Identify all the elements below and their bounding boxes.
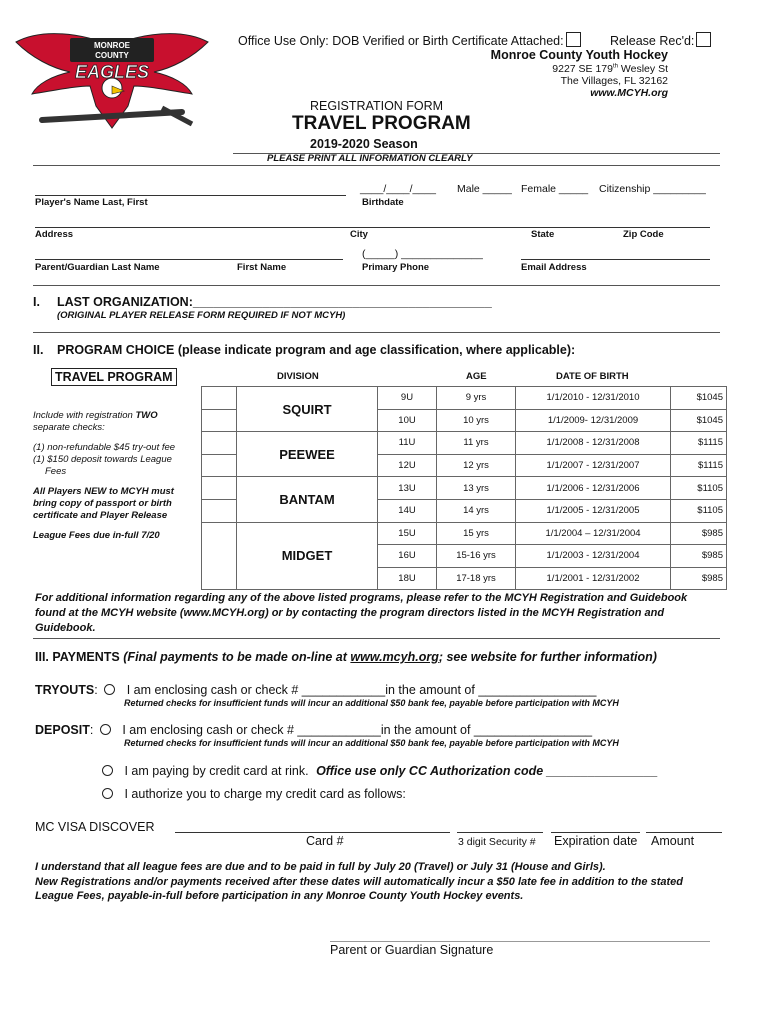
deposit-enclose[interactable]: I am enclosing cash or check # ____________in the amount of _________________ <box>122 723 593 737</box>
fee-cell: $1115 <box>671 432 727 455</box>
divider <box>33 332 720 333</box>
parent-label: Parent/Guardian Last Name <box>35 262 160 273</box>
cc-rink-radio[interactable] <box>102 765 113 776</box>
age-cell: 16U <box>378 545 437 568</box>
release-label: Release Rec'd: <box>610 34 695 48</box>
dob-cell: 1/1/2004 – 12/31/2004 <box>516 522 671 545</box>
divider <box>33 285 720 286</box>
fee-cell: $1045 <box>671 409 727 432</box>
org-address2: The Villages, FL 32162 <box>560 75 668 87</box>
cc-office-field[interactable]: Office use only CC Authorization code ________________ <box>316 764 658 778</box>
amount-label: Amount <box>651 834 695 848</box>
travel-program-box: TRAVEL PROGRAM <box>51 368 177 386</box>
logo-line3: EAGLES <box>74 62 150 82</box>
last-org-field[interactable]: LAST ORGANIZATION:___________________________________________ <box>57 295 492 309</box>
yrs-cell: 10 yrs <box>437 409 516 432</box>
division-midget: MIDGET <box>237 522 378 590</box>
fee-cell: $1115 <box>671 454 727 477</box>
age-cell: 10U <box>378 409 437 432</box>
dob-cell: 1/1/2001 - 12/31/2002 <box>516 567 671 590</box>
fee-cell: $985 <box>671 522 727 545</box>
deposit-returned-note: Returned checks for insufficient funds will incur an additional $50 bank fee, payable before participation with MCYH <box>124 738 619 748</box>
expiration-field[interactable] <box>551 832 640 833</box>
org-address1: 9227 SE 179th Wesley St <box>552 63 668 75</box>
col-dob: DATE OF BIRTH <box>556 371 629 382</box>
release-checkbox[interactable] <box>696 32 711 47</box>
first-name-label: First Name <box>237 262 287 273</box>
authorize-radio[interactable] <box>102 788 113 799</box>
player-name-label: Player's Name Last, First <box>35 197 148 208</box>
state-label: State <box>531 229 555 240</box>
zip-label: Zip Code <box>623 229 664 240</box>
dob-cell: 1/1/2003 - 12/31/2004 <box>516 545 671 568</box>
tryouts-enclose[interactable]: I am enclosing cash or check # ____________in the amount of _________________ <box>126 683 597 697</box>
age-cell: 12U <box>378 454 437 477</box>
email-field[interactable] <box>521 259 710 260</box>
division-bantam: BANTAM <box>237 477 378 522</box>
authorize-row: I authorize you to charge my credit card as follows: <box>102 787 406 801</box>
release-note: (ORIGINAL PLAYER RELEASE FORM REQUIRED IF NOT MCYH) <box>57 310 346 321</box>
office-use-label: Office Use Only: DOB Verified or Birth Certificate Attached: <box>238 34 564 48</box>
logo <box>12 28 212 138</box>
fee-cell: $1045 <box>671 387 727 410</box>
season: 2019-2020 Season <box>310 137 418 151</box>
select-11u[interactable] <box>202 432 237 455</box>
yrs-cell: 12 yrs <box>437 454 516 477</box>
signature-label: Parent or Guardian Signature <box>330 943 494 957</box>
male-field[interactable]: Male _____ <box>457 183 512 195</box>
card-label: Card # <box>306 834 344 848</box>
age-cell: 9U <box>378 387 437 410</box>
age-cell: 15U <box>378 522 437 545</box>
dob-cell: 1/1/2005 - 12/31/2005 <box>516 499 671 522</box>
org-website[interactable]: www.MCYH.org <box>590 87 668 99</box>
security-field[interactable] <box>457 832 543 833</box>
yrs-cell: 14 yrs <box>437 499 516 522</box>
dob-cell: 1/1/2009- 12/31/2009 <box>516 409 671 432</box>
fee-cell: $985 <box>671 545 727 568</box>
program-choice-title: PROGRAM CHOICE (please indicate program and age classification, where applicable): <box>57 343 576 357</box>
card-number-field[interactable] <box>175 832 450 833</box>
select-12u[interactable] <box>202 454 237 477</box>
yrs-cell: 11 yrs <box>437 432 516 455</box>
table-row <box>202 387 727 410</box>
signature-field[interactable] <box>330 941 710 942</box>
select-10u[interactable] <box>202 409 237 432</box>
org-name: Monroe County Youth Hockey <box>490 48 668 62</box>
yrs-cell: 15-16 yrs <box>437 545 516 568</box>
yrs-cell: 15 yrs <box>437 522 516 545</box>
select-midget[interactable] <box>202 522 237 590</box>
release-line <box>610 32 711 48</box>
deposit-radio[interactable] <box>100 724 111 735</box>
citizenship-field[interactable]: Citizenship _________ <box>599 183 706 195</box>
phone-label: Primary Phone <box>362 262 430 273</box>
logo-line1: MONROE <box>94 41 130 50</box>
city-label: City <box>350 229 368 240</box>
division-peewee: PEEWEE <box>237 432 378 477</box>
dob-verified-checkbox[interactable] <box>566 32 581 47</box>
col-age: AGE <box>466 371 487 382</box>
tryouts-label: TRYOUTS <box>35 683 95 697</box>
additional-info: For additional information regarding any of the above listed programs, please refer to the MCYH Registration and Guidebook found at the MCYH website (www.MCYH.org) or by contacting the program directors listed in the MCYH Registration and Guidebook. <box>35 592 688 634</box>
logo-line2: COUNTY <box>95 51 129 60</box>
fee-cell: $1105 <box>671 477 727 500</box>
deposit-label: DEPOSIT <box>35 723 90 737</box>
table-row <box>202 477 727 500</box>
tryouts-radio[interactable] <box>104 684 115 695</box>
select-14u[interactable] <box>202 499 237 522</box>
select-13u[interactable] <box>202 477 237 500</box>
security-label: 3 digit Security # <box>458 836 536 848</box>
tryouts-row: TRYOUTS: I am enclosing cash or check # ____________in the amount of _________________ <box>35 683 597 697</box>
fee-cell: $1105 <box>671 499 727 522</box>
program-title: TRAVEL PROGRAM <box>292 113 471 134</box>
age-cell: 18U <box>378 567 437 590</box>
office-use-line <box>238 32 581 48</box>
female-field[interactable]: Female _____ <box>521 183 589 195</box>
age-cell: 13U <box>378 477 437 500</box>
dob-cell: 1/1/2010 - 12/31/2010 <box>516 387 671 410</box>
age-cell: 11U <box>378 432 437 455</box>
section1-num: I. <box>33 295 40 309</box>
address-field[interactable] <box>35 227 710 228</box>
division-squirt: SQUIRT <box>237 387 378 432</box>
expiration-label: Expiration date <box>554 834 638 848</box>
deposit-row: DEPOSIT: I am enclosing cash or check # ____________in the amount of _________________ <box>35 723 593 737</box>
tryouts-returned-note: Returned checks for insufficient funds will incur an additional $50 bank fee, payable before participation with MCYH <box>124 698 619 708</box>
player-name-field[interactable] <box>35 195 346 196</box>
birthdate-label: Birthdate <box>362 197 404 208</box>
dob-cell: 1/1/2008 - 12/31/2008 <box>516 432 671 455</box>
form-label: REGISTRATION FORM <box>310 99 444 113</box>
select-9u[interactable] <box>202 387 237 410</box>
section2-num: II. <box>33 343 44 357</box>
address-label: Address <box>35 229 74 240</box>
yrs-cell: 9 yrs <box>437 387 516 410</box>
divider <box>33 638 720 639</box>
amount-field[interactable] <box>646 832 722 833</box>
yrs-cell: 13 yrs <box>437 477 516 500</box>
email-label: Email Address <box>521 262 587 273</box>
col-division: DIVISION <box>277 371 319 382</box>
birthdate-field[interactable]: ____/____/____ <box>360 183 436 195</box>
program-notes: Include with registration TWO separate checks: (1) non-refundable $45 try-out fee (1) $150 deposit towards League Fees All Players NEW to MCYH must bring copy of passport or birth certificate and Player Release League Fees due in-full 7/20 <box>33 410 176 541</box>
age-cell: 14U <box>378 499 437 522</box>
card-types[interactable]: MC VISA DISCOVER <box>35 820 155 834</box>
parent-name-field[interactable] <box>35 259 343 260</box>
dob-cell: 1/1/2007 - 12/31/2007 <box>516 454 671 477</box>
print-note: PLEASE PRINT ALL INFORMATION CLEARLY <box>267 153 473 164</box>
divider <box>33 165 720 166</box>
table-row <box>202 522 727 545</box>
fee-cell: $985 <box>671 567 727 590</box>
payments-heading: III. PAYMENTS (Final payments to be made on-line at www.mcyh.org; see website for further information) <box>35 650 657 664</box>
cc-rink-row: I am paying by credit card at rink. Office use only CC Authorization code ________________ <box>102 764 658 778</box>
table-row <box>202 432 727 455</box>
agreement-text: I understand that all league fees are due and to be paid in full by July 20 (Travel) or July 31 (House and Girls). New Registrations and/or payments received after these dates will automatically incur a $50 late fee in addition to the stated League Fees, payable-in-full before participation in any Monroe County Youth Hockey events. <box>35 861 683 902</box>
program-table <box>201 386 727 590</box>
yrs-cell: 17-18 yrs <box>437 567 516 590</box>
phone-field[interactable]: (_____) ______________ <box>362 248 483 260</box>
dob-cell: 1/1/2006 - 12/31/2006 <box>516 477 671 500</box>
